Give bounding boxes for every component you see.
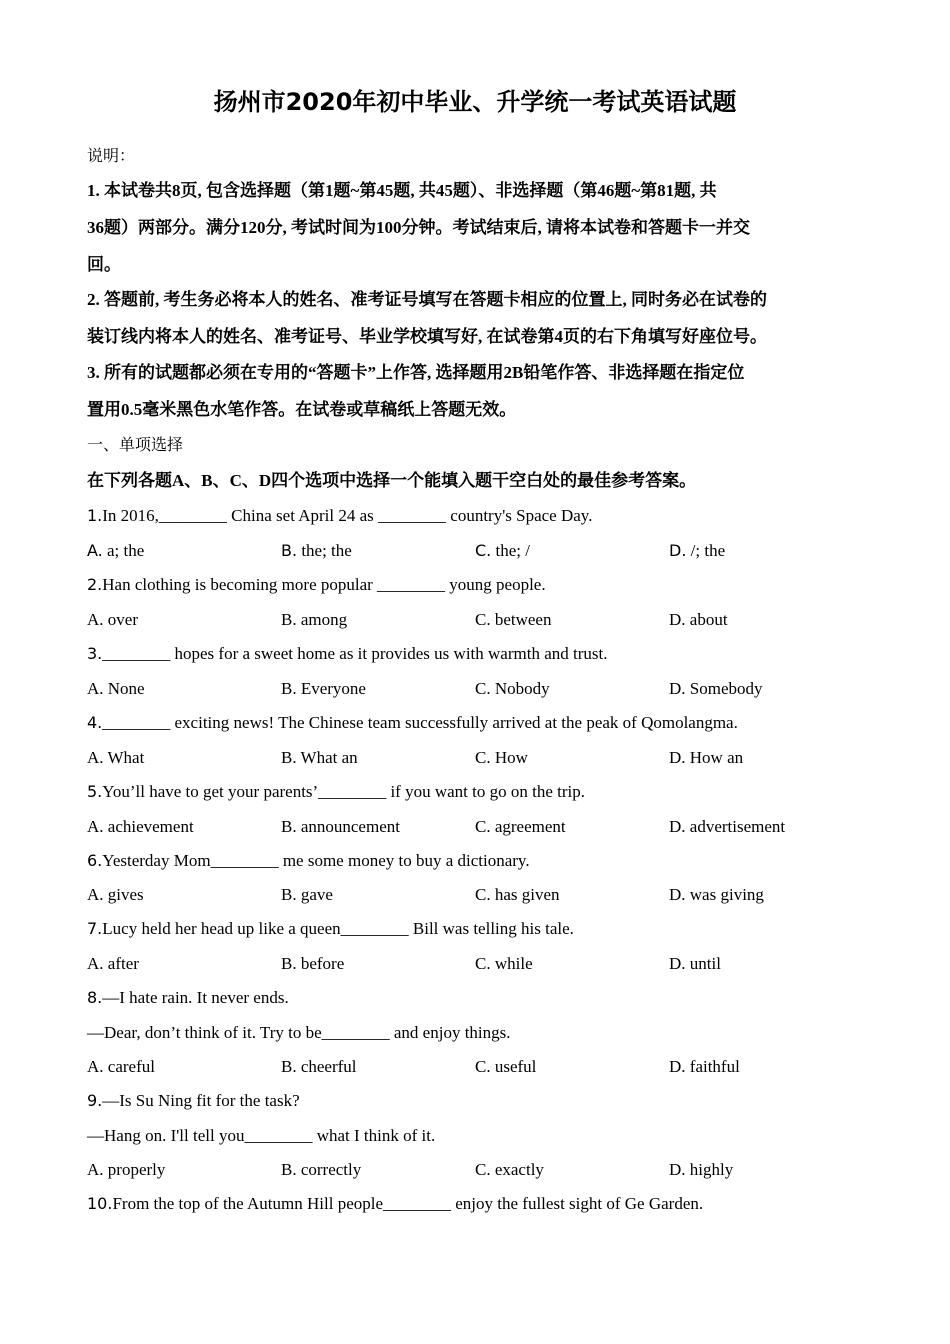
question-stem (87, 642, 607, 666)
question-number: 4. (87, 713, 103, 732)
option-text: properly (107, 1160, 166, 1179)
option-b (281, 815, 400, 839)
option-c (475, 746, 528, 770)
question-stem (87, 1192, 703, 1216)
option-c (475, 952, 533, 976)
option-c (475, 883, 560, 907)
question-text: —I hate rain. It never ends. (102, 988, 289, 1007)
option-letter: A. (87, 610, 104, 629)
option-a (87, 746, 144, 770)
option-letter: B. (281, 885, 297, 904)
question-text: In 2016,________ China set April 24 as ________ country's Space Day. (102, 506, 593, 525)
option-b (281, 677, 366, 701)
option-text: agreement (494, 817, 566, 836)
section-direction: 在下列各题A、B、C、D四个选项中选择一个能填入题干空白处的最佳参考答案。 (87, 471, 697, 490)
option-a (87, 539, 144, 563)
option-text: achievement (107, 817, 194, 836)
option-text: How (494, 748, 528, 767)
option-text: careful (107, 1057, 155, 1076)
option-letter: B. (281, 1160, 297, 1179)
option-a (87, 952, 139, 976)
instruction-line: 1. 本试卷共8页, 包含选择题（第1题~第45题, 共45题）、非选择题（第46题~第81题, 共 (87, 181, 717, 200)
option-text: the; the (301, 541, 352, 560)
option-b (281, 1055, 357, 1079)
option-a (87, 1055, 155, 1079)
option-letter: D. (669, 610, 686, 629)
option-letter: D. (669, 748, 686, 767)
question-text: Han clothing is becoming more popular ________ young people. (102, 575, 546, 594)
option-text: gave (300, 885, 333, 904)
option-d (669, 952, 721, 976)
option-d (669, 608, 728, 632)
question-number: 8. (87, 988, 103, 1007)
option-text: a; the (107, 541, 145, 560)
option-b (281, 952, 344, 976)
option-c (475, 815, 566, 839)
option-d (669, 883, 764, 907)
option-b (281, 883, 333, 907)
option-letter: C. (475, 610, 491, 629)
option-letter: C. (475, 1160, 491, 1179)
option-letter: B. (281, 610, 297, 629)
question-text-continued: —Dear, don’t think of it. Try to be________ and enjoy things. (87, 1023, 511, 1042)
option-text: between (494, 610, 552, 629)
option-d (669, 539, 725, 563)
instruction-line: 装订线内将本人的姓名、准考证号、毕业学校填写好, 在试卷第4页的右下角填写好座位号。 (87, 327, 767, 346)
option-text: Everyone (300, 679, 366, 698)
option-letter: D. (669, 1057, 686, 1076)
option-letter: C. (475, 679, 491, 698)
option-text: over (107, 610, 138, 629)
option-text: How an (689, 748, 744, 767)
option-b (281, 746, 358, 770)
option-a (87, 815, 194, 839)
option-a (87, 677, 145, 701)
option-a (87, 608, 138, 632)
option-letter: B. (281, 679, 297, 698)
option-text: useful (494, 1057, 537, 1076)
question-stem (87, 917, 574, 941)
option-letter: B. (281, 541, 298, 560)
option-text: What an (300, 748, 358, 767)
option-letter: B. (281, 817, 297, 836)
option-letter: D. (669, 954, 686, 973)
question-number: 5. (87, 782, 103, 801)
option-letter: A. (87, 1057, 104, 1076)
option-text: was giving (689, 885, 764, 904)
option-c (475, 1055, 536, 1079)
option-b (281, 608, 347, 632)
option-a (87, 1158, 165, 1182)
question-text: ________ exciting news! The Chinese team successfully arrived at the peak of Qomolangma. (102, 713, 738, 732)
option-text: highly (689, 1160, 734, 1179)
option-letter: C. (475, 817, 491, 836)
instruction-line: 36题）两部分。满分120分, 考试时间为100分钟。考试结束后, 请将本试卷和答题卡一并交 (87, 218, 750, 237)
option-letter: A. (87, 679, 104, 698)
question-text: From the top of the Autumn Hill people________ enjoy the fullest sight of Ge Garden. (112, 1194, 704, 1213)
option-letter: A. (87, 817, 104, 836)
question-text: ________ hopes for a sweet home as it provides us with warmth and trust. (102, 644, 608, 663)
option-letter: D. (669, 679, 686, 698)
instruction-line: 3. 所有的试题都必须在专用的“答题卡”上作答, 选择题用2B铅笔作答、非选择题在指定位 (87, 363, 745, 382)
question-text-continued: —Hang on. I'll tell you________ what I think of it. (87, 1126, 436, 1145)
option-d (669, 677, 763, 701)
question-stem (87, 573, 546, 597)
option-letter: A. (87, 885, 104, 904)
option-text: until (689, 954, 721, 973)
option-text: /; the (690, 541, 726, 560)
option-text: faithful (689, 1057, 740, 1076)
question-stem (87, 986, 289, 1010)
option-text: gives (107, 885, 144, 904)
option-d (669, 1055, 740, 1079)
question-number: 10. (87, 1194, 113, 1213)
question-stem (87, 1089, 300, 1113)
question-stem (87, 849, 530, 873)
option-letter: D. (669, 1160, 686, 1179)
option-text: announcement (300, 817, 400, 836)
option-text: Nobody (494, 679, 550, 698)
option-letter: D. (669, 817, 686, 836)
option-letter: A. (87, 541, 103, 560)
option-letter: C. (475, 885, 491, 904)
option-text: correctly (300, 1160, 362, 1179)
option-d (669, 1158, 733, 1182)
option-text: about (689, 610, 728, 629)
option-text: after (107, 954, 139, 973)
option-letter: C. (475, 541, 492, 560)
option-text: before (300, 954, 345, 973)
question-number: 6. (87, 851, 103, 870)
option-text: advertisement (689, 817, 786, 836)
question-text: You’ll have to get your parents’________ if you want to go on the trip. (102, 782, 585, 801)
option-text: has given (494, 885, 560, 904)
page-title: 扬州市2020年初中毕业、升学统一考试英语试题 (213, 88, 737, 116)
option-text: among (300, 610, 348, 629)
section-heading: 一、单项选择 (87, 435, 184, 454)
question-number: 3. (87, 644, 103, 663)
option-d (669, 746, 743, 770)
option-letter: B. (281, 1057, 297, 1076)
option-text: cheerful (300, 1057, 357, 1076)
option-letter: B. (281, 954, 297, 973)
question-stem (87, 504, 592, 528)
question-text: Yesterday Mom________ me some money to buy a dictionary. (102, 851, 530, 870)
option-text: None (107, 679, 145, 698)
option-c (475, 677, 550, 701)
option-d (669, 815, 785, 839)
option-letter: C. (475, 954, 491, 973)
option-text: exactly (494, 1160, 544, 1179)
option-letter: D. (669, 885, 686, 904)
option-c (475, 1158, 544, 1182)
option-letter: C. (475, 1057, 491, 1076)
question-text: —Is Su Ning fit for the task? (102, 1091, 300, 1110)
option-text: Somebody (689, 679, 763, 698)
option-letter: D. (669, 541, 687, 560)
question-number: 2. (87, 575, 103, 594)
option-text: while (494, 954, 533, 973)
option-letter: A. (87, 748, 104, 767)
question-stem (87, 780, 585, 804)
question-text: Lucy held her head up like a queen________ Bill was telling his tale. (102, 919, 574, 938)
instruction-line: 回。 (87, 255, 121, 274)
option-text: the; / (495, 541, 530, 560)
instructions-heading: 说明： (87, 146, 136, 165)
question-number: 1. (87, 506, 103, 525)
instruction-line: 2. 答题前, 考生务必将本人的姓名、准考证号填写在答题卡相应的位置上, 同时务必在试卷的 (87, 290, 767, 309)
option-letter: A. (87, 1160, 104, 1179)
option-letter: A. (87, 954, 104, 973)
option-text: What (107, 748, 145, 767)
option-b (281, 539, 352, 563)
option-c (475, 608, 551, 632)
question-number: 7. (87, 919, 103, 938)
option-b (281, 1158, 361, 1182)
instruction-line: 置用0.5毫米黑色水笔作答。在试卷或草稿纸上答题无效。 (87, 400, 517, 419)
question-stem (87, 711, 738, 735)
option-c (475, 539, 530, 563)
option-a (87, 883, 144, 907)
question-number: 9. (87, 1091, 103, 1110)
option-letter: B. (281, 748, 297, 767)
option-letter: C. (475, 748, 491, 767)
